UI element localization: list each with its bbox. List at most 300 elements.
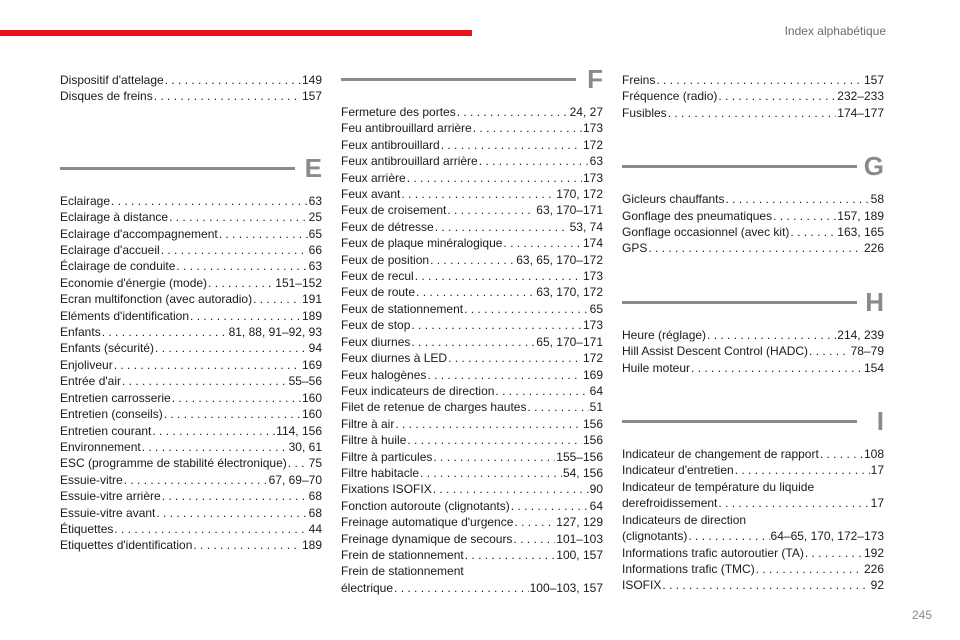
index-section-e — [60, 153, 322, 554]
index-entry — [341, 350, 603, 366]
entry-label: GPS — [622, 241, 648, 256]
entry-label: Gicleurs chauffants — [622, 192, 725, 207]
leader-dots — [154, 88, 301, 104]
entry-pages: 53, 74 — [569, 219, 603, 234]
entry-label: Etiquettes d'identification — [60, 538, 193, 553]
entry-label: Feux antibrouillard arrière — [341, 154, 478, 169]
index-entry — [341, 137, 603, 153]
leader-dots — [430, 252, 515, 268]
entry-pages: 174 — [582, 236, 603, 251]
index-column-2 — [341, 64, 603, 596]
leader-dots — [124, 472, 268, 488]
entry-label: Huile moteur — [622, 360, 691, 375]
entry-label: Ecran multifonction (avec autoradio) — [60, 292, 253, 307]
entry-pages: 75 — [308, 456, 322, 471]
entry-label: Informations trafic autoroutier (TA) — [622, 545, 804, 560]
entry-pages: 101–103 — [556, 531, 603, 546]
leader-dots — [718, 88, 836, 104]
entry-label: Fixations ISOFIX — [341, 482, 432, 497]
index-entry — [341, 104, 603, 120]
leader-dots — [688, 528, 769, 544]
index-section-h — [622, 287, 884, 376]
entry-pages: 160 — [301, 390, 322, 405]
entry-label: ESC (programme de stabilité électronique) — [60, 456, 287, 471]
index-entry — [622, 343, 884, 359]
leader-dots — [707, 327, 836, 343]
entry-pages: 66 — [308, 243, 322, 258]
entry-label: Feux de recul — [341, 269, 414, 284]
index-entry — [622, 561, 884, 577]
section-rule — [622, 420, 857, 423]
entry-pages: 169 — [582, 367, 603, 382]
index-entry — [341, 153, 603, 169]
index-entry — [60, 258, 322, 274]
entry-pages: 173 — [582, 170, 603, 185]
entry-label: Feu antibrouillard arrière — [341, 121, 472, 136]
leader-dots — [448, 350, 582, 366]
leader-dots — [161, 242, 308, 258]
leader-dots — [156, 505, 307, 521]
index-entry — [341, 383, 603, 399]
leader-dots — [164, 406, 301, 422]
section-heading — [60, 153, 322, 193]
leader-dots — [805, 545, 863, 561]
leader-dots — [122, 373, 288, 389]
index-entry — [60, 505, 322, 521]
entry-label: Fonction autoroute (clignotants) — [341, 498, 510, 513]
leader-dots — [773, 208, 836, 224]
entry-pages: 170, 172 — [556, 187, 603, 202]
entry-label: (clignotants) — [622, 529, 688, 544]
index-entry — [341, 465, 603, 481]
entry-pages: 192 — [863, 545, 884, 560]
entry-label: Entrée d'air — [60, 374, 121, 389]
entry-pages: 163, 165 — [837, 225, 884, 240]
header-accent-bar — [0, 30, 472, 36]
leader-dots — [473, 120, 582, 136]
index-entry — [341, 317, 603, 333]
leader-dots — [165, 72, 301, 88]
entry-pages: 30, 61 — [288, 439, 322, 454]
leader-dots — [718, 495, 869, 511]
entry-pages: 226 — [863, 241, 884, 256]
entry-pages: 17 — [870, 496, 884, 511]
entry-label: derefroidissement — [622, 496, 718, 511]
entry-pages: 157 — [863, 73, 884, 87]
entry-pages: 90 — [589, 482, 603, 497]
entry-label: Environnement — [60, 439, 141, 454]
entry-label: Feux avant — [341, 187, 401, 202]
entry-label: Filet de retenue de charges hautes — [341, 400, 527, 415]
entry-pages: 214, 239 — [837, 327, 884, 342]
leader-dots — [464, 301, 589, 317]
leader-dots — [152, 423, 275, 439]
index-entry — [341, 301, 603, 317]
index-entry — [341, 252, 603, 268]
index-entry — [60, 242, 322, 258]
leader-dots — [735, 462, 870, 478]
entry-pages: 189 — [301, 308, 322, 323]
entry-label: Dispositif d'attelage — [60, 73, 164, 87]
entry-label: Eclairage d'accueil — [60, 243, 160, 258]
index-entry — [622, 240, 884, 256]
leader-dots — [433, 449, 555, 465]
section-heading — [341, 64, 603, 104]
entry-label: électrique — [341, 580, 394, 595]
index-entry — [341, 219, 603, 235]
leader-dots — [495, 383, 588, 399]
index-entry — [60, 193, 322, 209]
index-entry — [60, 439, 322, 455]
entry-label: Feux antibrouillard — [341, 137, 440, 152]
entry-pages: 58 — [870, 192, 884, 207]
leader-dots — [415, 268, 582, 284]
leader-dots — [102, 324, 228, 340]
entry-pages: 173 — [582, 269, 603, 284]
top-entries — [60, 72, 322, 105]
index-entry — [341, 268, 603, 284]
entry-pages: 68 — [308, 505, 322, 520]
entry-label: Feux diurnes à LED — [341, 351, 448, 366]
entry-pages: 54, 156 — [562, 465, 603, 480]
entry-pages: 63, 170–171 — [536, 203, 603, 218]
leader-dots — [253, 291, 301, 307]
entry-label: Feux de stationnement — [341, 301, 464, 316]
leader-dots — [169, 209, 308, 225]
entry-pages: 191 — [301, 292, 322, 307]
index-entry — [341, 334, 603, 350]
entry-pages: 68 — [308, 489, 322, 504]
entry-pages: 155–156 — [556, 449, 603, 464]
leader-dots — [208, 275, 274, 291]
entry-label: Freinage dynamique de secours — [341, 531, 513, 546]
leader-dots — [114, 357, 301, 373]
entry-pages: 24, 27 — [569, 105, 603, 119]
leader-dots — [514, 514, 555, 530]
entry-pages: 173 — [582, 318, 603, 333]
leader-dots — [288, 455, 308, 471]
section-letter: I — [876, 406, 884, 437]
entry-label: Freins — [622, 73, 656, 87]
entry-label: Enjoliveur — [60, 357, 113, 372]
entry-pages: 173 — [582, 121, 603, 136]
index-entry — [622, 462, 884, 478]
entry-pages: 44 — [308, 521, 322, 536]
entry-label: Essuie-vitre arrière — [60, 489, 161, 504]
index-entry — [622, 105, 884, 121]
entry-pages: 232–233 — [837, 89, 884, 104]
leader-dots — [395, 416, 582, 432]
section-letter: G — [863, 151, 884, 182]
entry-label: Eclairage à distance — [60, 210, 169, 225]
leader-dots — [411, 334, 535, 350]
index-entry — [341, 432, 603, 448]
index-entry — [60, 373, 322, 389]
entry-label: Feux diurnes — [341, 334, 411, 349]
index-section-f — [341, 64, 603, 596]
section-rule — [60, 167, 295, 170]
leader-dots — [401, 186, 555, 202]
entry-pages: 65 — [589, 301, 603, 316]
entry-label: Fréquence (radio) — [622, 89, 718, 104]
entry-label: Feux de position — [341, 252, 430, 267]
index-entry — [60, 406, 322, 422]
entry-label: Feux halogènes — [341, 367, 427, 382]
index-entry — [60, 455, 322, 471]
entry-pages: 92 — [870, 578, 884, 593]
leader-dots — [465, 547, 556, 563]
entry-pages: 63 — [589, 154, 603, 169]
entry-label: Freinage automatique d'urgence — [341, 515, 514, 530]
index-entry — [622, 545, 884, 561]
leader-dots — [111, 193, 308, 209]
entry-pages: 64 — [589, 383, 603, 398]
entry-label: Gonflage des pneumatiques — [622, 208, 773, 223]
entry-pages: 127, 129 — [556, 515, 603, 530]
entry-pages: 65 — [308, 226, 322, 241]
index-entry — [341, 563, 603, 579]
section-heading — [622, 287, 884, 327]
entry-pages: 169 — [301, 357, 322, 372]
leader-dots — [511, 498, 589, 514]
entry-pages: 108 — [863, 447, 884, 462]
index-entry — [341, 284, 603, 300]
index-entry — [341, 449, 603, 465]
entry-label: Entretien (conseils) — [60, 407, 163, 422]
entry-label: Essuie-vitre avant — [60, 505, 156, 520]
entry-pages: 226 — [863, 561, 884, 576]
entry-pages: 51 — [589, 400, 603, 415]
entry-label: Eclairage d'accompagnement — [60, 226, 218, 241]
leader-dots — [411, 317, 582, 333]
entry-label: Indicateur de changement de rapport — [622, 447, 819, 462]
entry-pages: 157, 189 — [837, 208, 884, 223]
index-entry — [60, 390, 322, 406]
entry-label: ISOFIX — [622, 578, 662, 593]
entry-pages: 78–79 — [850, 344, 884, 359]
leader-dots — [190, 308, 301, 324]
index-entry — [60, 226, 322, 242]
index-entry — [622, 479, 884, 495]
entry-pages: 94 — [308, 341, 322, 356]
index-entry — [60, 357, 322, 373]
entry-pages: 172 — [582, 351, 603, 366]
entry-pages: 151–152 — [275, 275, 322, 290]
entry-pages: 157 — [301, 89, 322, 104]
entry-label: Filtre habitacle — [341, 465, 420, 480]
index-entry — [622, 495, 884, 511]
entry-pages: 100–103, 157 — [529, 580, 603, 595]
entry-label: Éclairage de conduite — [60, 259, 176, 274]
entry-pages: 189 — [301, 538, 322, 553]
entry-label: Indicateur d'entretien — [622, 463, 734, 478]
leader-dots — [790, 224, 836, 240]
leader-dots — [726, 191, 870, 207]
entry-label: Frein de stationnement — [341, 547, 464, 562]
index-entry — [622, 327, 884, 343]
leader-dots — [662, 577, 869, 593]
index-entry — [341, 547, 603, 563]
index-entry — [60, 488, 322, 504]
leader-dots — [420, 465, 562, 481]
entry-pages: 114, 156 — [276, 423, 322, 438]
entry-label: Indicateur de température du liquide — [622, 479, 815, 494]
index-entry — [341, 367, 603, 383]
entry-pages: 67, 69–70 — [268, 472, 322, 487]
leader-dots — [457, 104, 569, 120]
entry-label: Enfants (sécurité) — [60, 341, 155, 356]
index-entry — [60, 423, 322, 439]
index-entry — [622, 224, 884, 240]
page-number: 245 — [911, 608, 932, 622]
leader-dots — [479, 153, 589, 169]
leader-dots — [691, 360, 863, 376]
entry-label: Feux de plaque minéralogique — [341, 236, 503, 251]
entry-label: Feux de route — [341, 285, 416, 300]
entry-label: Eléments d'identification — [60, 308, 190, 323]
index-entry — [341, 498, 603, 514]
index-entry — [622, 191, 884, 207]
index-entry — [60, 291, 322, 307]
index-entry — [60, 537, 322, 553]
index-entry — [60, 88, 322, 104]
entry-label: Entretien courant — [60, 423, 152, 438]
index-entry — [341, 120, 603, 136]
index-entry — [341, 170, 603, 186]
leader-dots — [433, 481, 589, 497]
entry-label: Frein de stationnement — [341, 564, 464, 579]
section-letter: E — [304, 152, 322, 183]
entry-label: Étiquettes — [60, 521, 114, 536]
leader-dots — [756, 561, 863, 577]
entry-pages: 156 — [582, 416, 603, 431]
entry-pages: 63 — [308, 193, 322, 208]
entry-label: Fermeture des portes — [341, 105, 456, 119]
entry-label: Feux de croisement — [341, 203, 447, 218]
entry-pages: 55–56 — [288, 374, 322, 389]
leader-dots — [162, 488, 308, 504]
index-entry — [341, 481, 603, 497]
index-entry — [622, 512, 884, 528]
leader-dots — [809, 343, 850, 359]
leader-dots — [176, 258, 307, 274]
index-entry — [341, 416, 603, 432]
entry-label: Hill Assist Descent Control (HADC) — [622, 344, 809, 359]
index-entry — [60, 340, 322, 356]
section-rule — [341, 78, 576, 81]
leader-dots — [503, 235, 582, 251]
index-entry — [341, 235, 603, 251]
leader-dots — [172, 390, 301, 406]
index-entry — [622, 88, 884, 104]
entry-pages: 172 — [582, 137, 603, 152]
section-rule — [622, 301, 857, 304]
leader-dots — [668, 105, 837, 121]
index-section-i — [622, 406, 884, 594]
entry-pages: 154 — [863, 360, 884, 375]
entry-label: Entretien carrosserie — [60, 390, 171, 405]
index-entry — [341, 202, 603, 218]
entry-pages: 100, 157 — [556, 547, 603, 562]
leader-dots — [427, 367, 582, 383]
leader-dots — [416, 284, 535, 300]
leader-dots — [155, 340, 308, 356]
entry-pages: 17 — [870, 463, 884, 478]
leader-dots — [219, 226, 308, 242]
index-entry — [341, 186, 603, 202]
index-entry — [622, 528, 884, 544]
leader-dots — [820, 446, 863, 462]
index-entry — [60, 521, 322, 537]
entry-pages: 63, 65, 170–172 — [516, 252, 603, 267]
page-header-title: Index alphabétique — [784, 24, 886, 38]
entry-pages: 63 — [308, 259, 322, 274]
index-entry — [60, 324, 322, 340]
index-entry — [60, 308, 322, 324]
leader-dots — [142, 439, 288, 455]
entry-pages: 63, 170, 172 — [536, 285, 603, 300]
top-entries — [622, 72, 884, 121]
entry-label: Indicateurs de direction — [622, 512, 747, 527]
leader-dots — [447, 202, 535, 218]
entry-pages: 25 — [308, 210, 322, 225]
entry-label: Feux de stop — [341, 318, 411, 333]
entry-label: Feux indicateurs de direction — [341, 383, 495, 398]
entry-pages: 174–177 — [837, 105, 884, 120]
index-entry — [622, 446, 884, 462]
leader-dots — [648, 240, 863, 256]
entry-label: Filtre à particules — [341, 449, 433, 464]
entry-label: Economie d'énergie (mode) — [60, 275, 208, 290]
section-heading — [622, 151, 884, 191]
entry-label: Fusibles — [622, 105, 667, 120]
index-entry — [60, 472, 322, 488]
section-heading — [622, 406, 884, 446]
section-letter: F — [587, 64, 603, 94]
entry-label: Gonflage occasionnel (avec kit) — [622, 225, 790, 240]
entry-label: Enfants — [60, 325, 101, 340]
section-letter: H — [865, 286, 884, 317]
index-entry — [622, 208, 884, 224]
index-entry — [60, 275, 322, 291]
leader-dots — [513, 531, 555, 547]
index-entry — [622, 360, 884, 376]
section-rule — [622, 165, 857, 168]
index-entry — [341, 399, 603, 415]
entry-label: Eclairage — [60, 193, 111, 208]
entry-pages: 149 — [301, 73, 322, 87]
index-entry — [60, 72, 322, 88]
leader-dots — [193, 537, 301, 553]
index-entry — [60, 209, 322, 225]
leader-dots — [441, 137, 582, 153]
index-entry — [622, 72, 884, 88]
entry-label: Filtre à huile — [341, 433, 407, 448]
leader-dots — [407, 432, 582, 448]
entry-pages: 81, 88, 91–92, 93 — [228, 325, 322, 340]
index-column-1 — [60, 72, 322, 554]
entry-label: Disques de freins — [60, 89, 153, 104]
index-entry — [622, 577, 884, 593]
index-entry — [341, 514, 603, 530]
entry-label: Informations trafic (TMC) — [622, 561, 755, 576]
entry-label: Filtre à air — [341, 416, 395, 431]
leader-dots — [435, 219, 569, 235]
index-entry — [341, 531, 603, 547]
entry-label: Essuie-vitre — [60, 472, 123, 487]
leader-dots — [114, 521, 307, 537]
index-entry — [341, 580, 603, 596]
